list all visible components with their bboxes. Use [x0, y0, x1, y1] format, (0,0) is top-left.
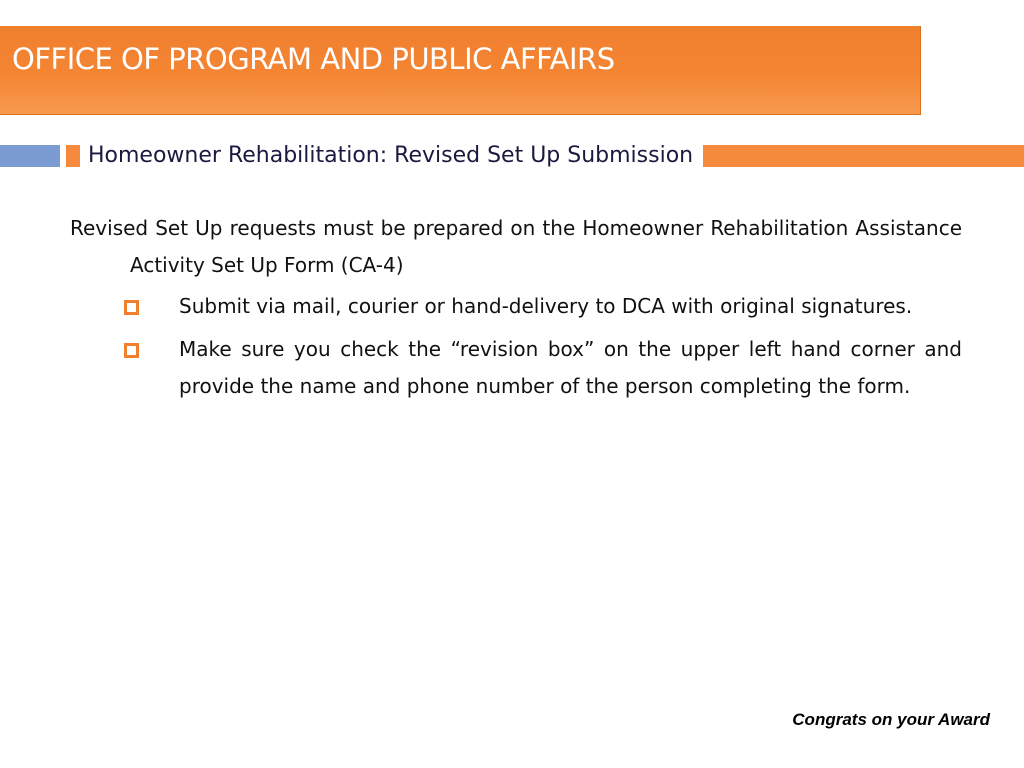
page-title: OFFICE OF PROGRAM AND PUBLIC AFFAIRS — [12, 42, 615, 76]
hollow-square-bullet-icon — [124, 300, 139, 315]
lead-paragraph: Revised Set Up requests must be prepared on the Homeowner Rehabilitation Assistance Activity Set Up Form (CA-4) — [70, 216, 962, 277]
hollow-square-bullet-icon — [124, 343, 139, 358]
bullet-text: Submit via mail, courier or hand-delivery to DCA with original signatures. — [179, 294, 913, 318]
title-bar — [0, 26, 921, 115]
slide-body — [70, 210, 962, 411]
bullet-text: Make sure you check the “revision box” on the upper left hand corner and provide the name and phone number of the person completing the form. — [179, 337, 962, 398]
accent-bar-blue — [0, 145, 60, 167]
list-item — [70, 288, 962, 325]
list-item — [70, 331, 962, 405]
footer-text: Congrats on your Award — [792, 710, 990, 729]
bullet-list — [70, 288, 962, 405]
slide-subtitle: Homeowner Rehabilitation: Revised Set Up Submission — [80, 140, 703, 172]
